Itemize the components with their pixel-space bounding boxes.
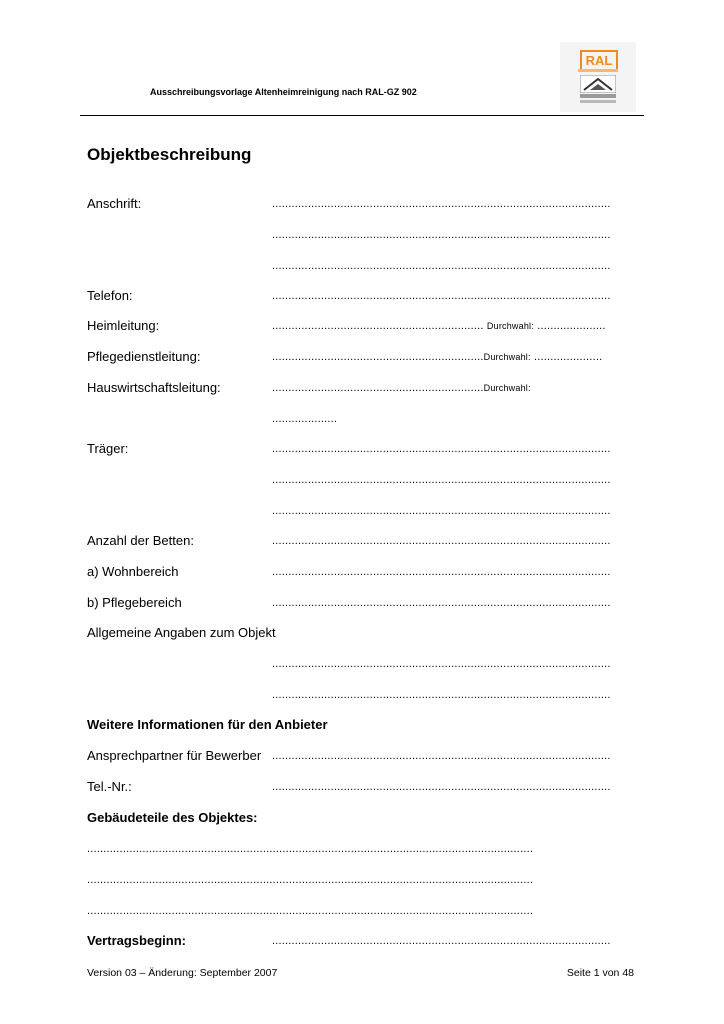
field-anzahl-betten[interactable]: ........................................................................................................ xyxy=(272,535,611,547)
field-heimleitung[interactable] xyxy=(272,318,606,334)
field-gebaeudeteile-line-3[interactable]: ......................................................................................................................................... xyxy=(87,905,534,917)
durchwahl-label: Durchwahl: xyxy=(483,352,531,362)
footer-version: Version 03 – Änderung: September 2007 xyxy=(87,967,278,979)
header-title: Ausschreibungsvorlage Altenheimreinigung nach RAL-GZ 902 xyxy=(150,87,417,97)
label-pflegebereich: b) Pflegebereich xyxy=(87,595,182,610)
label-ansprechpartner: Ansprechpartner für Bewerber xyxy=(87,748,262,763)
logo-caption-bar-2 xyxy=(580,100,616,103)
field-pflegedienstleitung-name[interactable]: ................................................................. xyxy=(272,351,484,363)
label-vertragsbeginn: Vertragsbeginn: xyxy=(87,933,186,948)
field-traeger-line-1[interactable]: ........................................................................................................ xyxy=(272,443,611,455)
field-anschrift-line-1[interactable]: ........................................................................................................ xyxy=(272,198,611,210)
page-title: Objektbeschreibung xyxy=(87,145,252,164)
house-icon xyxy=(580,75,616,93)
field-vertragsbeginn[interactable]: ........................................................................................................ xyxy=(272,935,611,947)
field-heimleitung-durchwahl[interactable]: ..................... xyxy=(537,320,606,332)
ral-logo xyxy=(560,42,636,112)
field-telnr[interactable]: ........................................................................................................ xyxy=(272,781,611,793)
label-allgemeine-angaben: Allgemeine Angaben zum Objekt xyxy=(87,625,276,640)
ral-logo-text: RAL xyxy=(580,50,618,71)
durchwahl-label: Durchwahl: xyxy=(486,321,534,331)
label-pflegedienstleitung: Pflegedienstleitung: xyxy=(87,349,201,364)
field-anschrift-line-3[interactable]: ........................................................................................................ xyxy=(272,260,611,272)
field-telefon[interactable]: ........................................................................................................ xyxy=(272,290,611,302)
label-telnr: Tel.-Nr.: xyxy=(87,779,132,794)
label-traeger: Träger: xyxy=(87,441,129,456)
label-hauswirtschaftsleitung: Hauswirtschaftsleitung: xyxy=(87,380,221,395)
field-anschrift-line-2[interactable]: ........................................................................................................ xyxy=(272,229,611,241)
label-heimleitung: Heimleitung: xyxy=(87,318,160,333)
field-wohnbereich[interactable]: ........................................................................................................ xyxy=(272,566,611,578)
label-telefon: Telefon: xyxy=(87,288,133,303)
field-hauswirtschaftsleitung-durchwahl[interactable]: .................... xyxy=(272,413,338,425)
field-allgemeine-angaben-line-2[interactable]: ........................................................................................................ xyxy=(272,689,611,701)
field-pflegedienstleitung[interactable] xyxy=(272,349,602,365)
field-pflegebereich[interactable]: ........................................................................................................ xyxy=(272,597,611,609)
header-divider xyxy=(80,115,644,116)
footer-page-number: Seite 1 von 48 xyxy=(566,967,634,979)
section-weitere-informationen: Weitere Informationen für den Anbieter xyxy=(87,717,328,732)
label-anzahl-betten: Anzahl der Betten: xyxy=(87,533,194,548)
field-pflegedienstleitung-durchwahl[interactable]: ..................... xyxy=(533,351,603,363)
durchwahl-label: Durchwahl: xyxy=(483,383,531,393)
field-hauswirtschaftsleitung-name[interactable]: ................................................................. xyxy=(272,382,484,394)
logo-caption-bar xyxy=(580,94,616,98)
field-allgemeine-angaben-line-1[interactable]: ........................................................................................................ xyxy=(272,658,611,670)
field-traeger-line-2[interactable]: ........................................................................................................ xyxy=(272,474,611,486)
field-traeger-line-3[interactable]: ........................................................................................................ xyxy=(272,505,611,517)
field-gebaeudeteile-line-1[interactable]: ......................................................................................................................................... xyxy=(87,843,534,855)
field-ansprechpartner[interactable]: ........................................................................................................ xyxy=(272,750,611,762)
field-gebaeudeteile-line-2[interactable]: ......................................................................................................................................... xyxy=(87,874,534,886)
label-wohnbereich: a) Wohnbereich xyxy=(87,564,179,579)
logo-subtitle-bar xyxy=(578,69,618,72)
field-heimleitung-name[interactable]: ................................................................. xyxy=(272,320,484,332)
label-anschrift: Anschrift: xyxy=(87,196,142,211)
section-gebaeudeteile: Gebäudeteile des Objektes: xyxy=(87,810,258,825)
field-hauswirtschaftsleitung[interactable] xyxy=(272,380,531,396)
